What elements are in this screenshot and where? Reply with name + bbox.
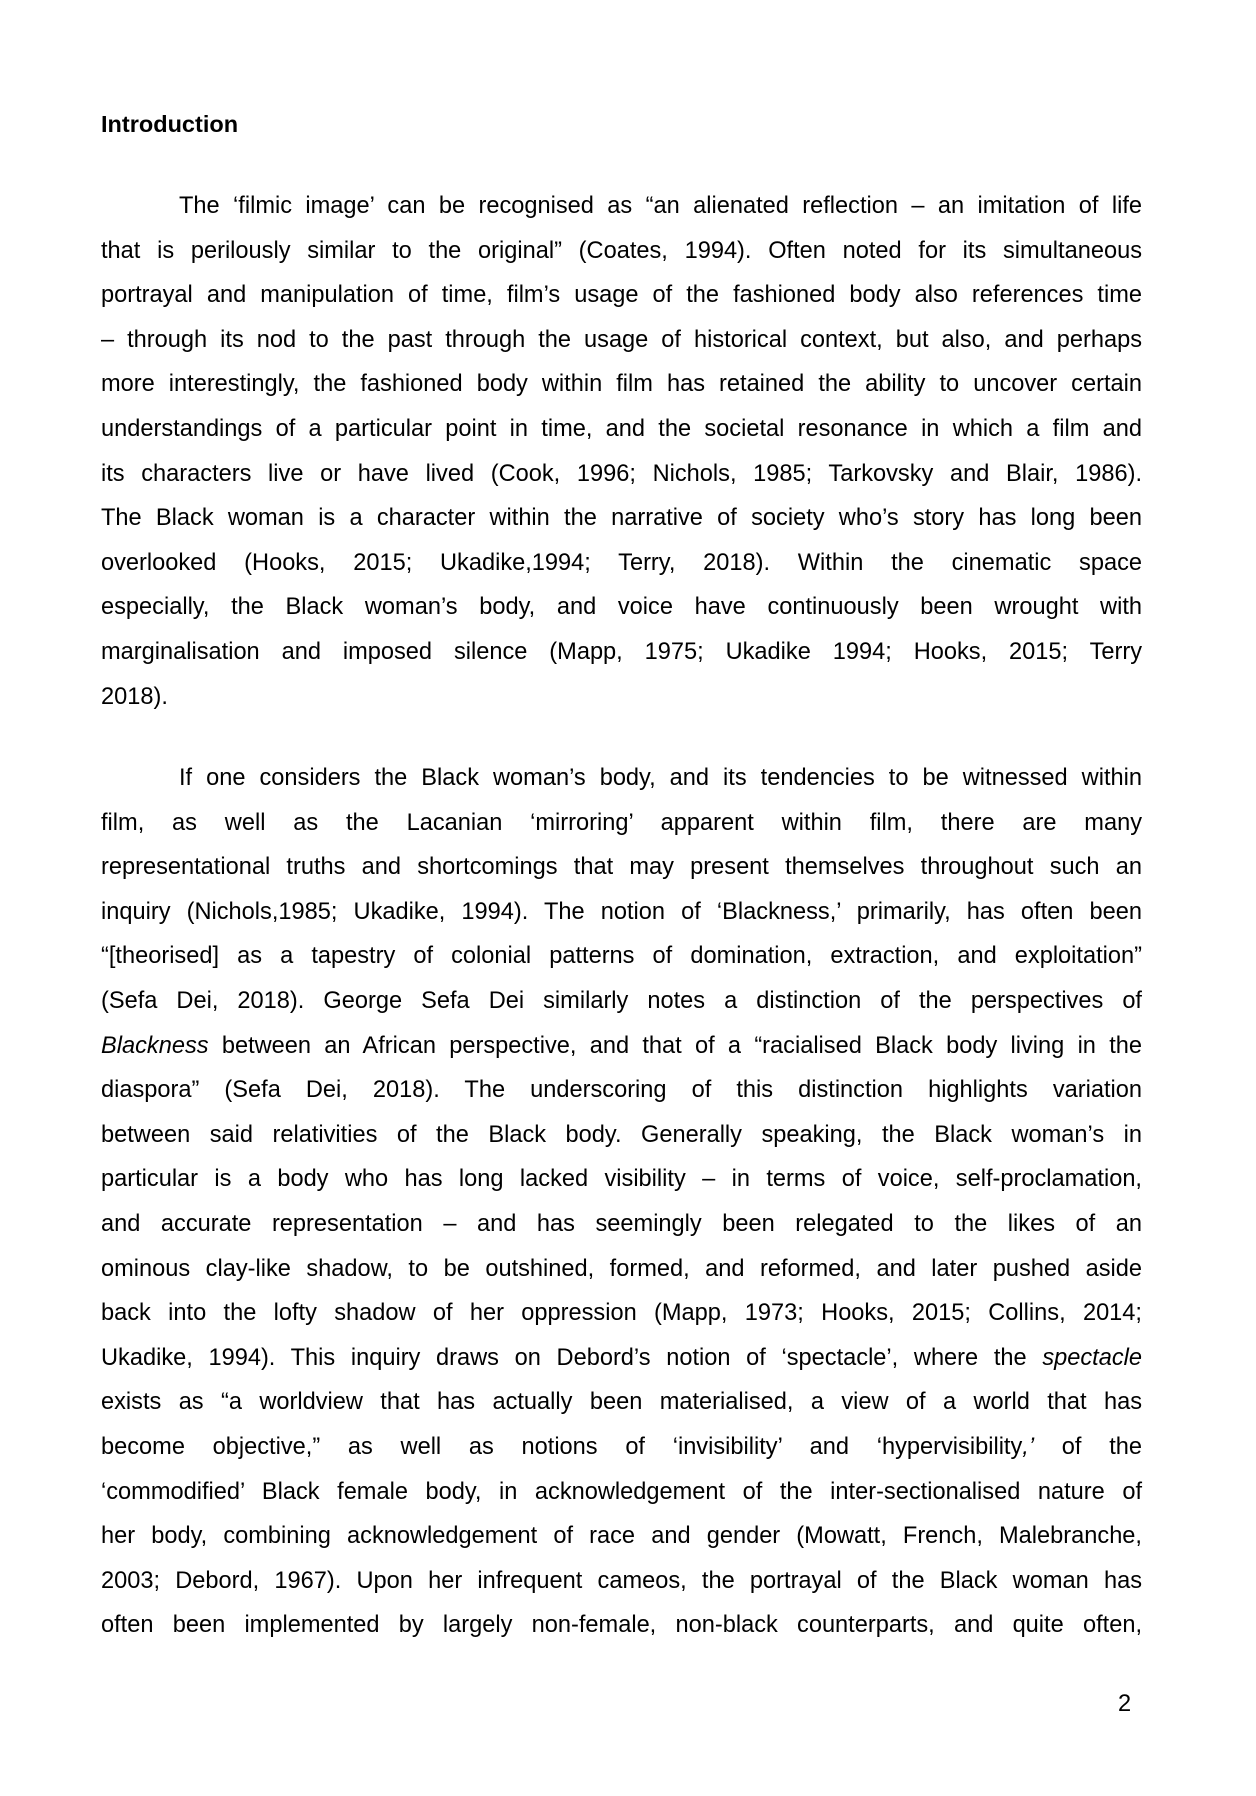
text-line: 2018).: [101, 683, 168, 710]
text-line: back into the lofty shadow of her oppression (Mapp, 1973; Hooks, 2015; Collins, 2014;: [101, 1300, 1142, 1327]
text-line: portrayal and manipulation of time, film’s usage of the fashioned body also references time: [101, 282, 1142, 309]
text-line: Blackness between an African perspective, and that of a “racialised Black body living in the: [101, 1032, 1142, 1059]
text-line: that is perilously similar to the original” (Coates, 1994). Often noted for its simultaneous: [101, 237, 1142, 264]
section-heading: Introduction: [101, 111, 239, 137]
text-line: Ukadike, 1994). This inquiry draws on Debord’s notion of ‘spectacle’, where the spectacle: [101, 1344, 1142, 1371]
text-line: inquiry (Nichols,1985; Ukadike, 1994). The notion of ‘Blackness,’ primarily, has often been: [101, 898, 1142, 925]
italic-term: Blackness: [101, 1032, 209, 1059]
text-line: particular is a body who has long lacked visibility – in terms of voice, self-proclamation,: [101, 1166, 1142, 1193]
text-line: ‘commodified’ Black female body, in acknowledgement of the inter-sectionalised nature of: [101, 1478, 1142, 1505]
text-line: exists as “a worldview that has actually been materialised, a view of a world that has: [101, 1389, 1142, 1416]
text-line: representational truths and shortcomings that may present themselves throughout such an: [101, 854, 1142, 881]
text-line: more interestingly, the fashioned body within film has retained the ability to uncover certain: [101, 371, 1142, 398]
text-line: understandings of a particular point in time, and the societal resonance in which a film and: [101, 415, 1142, 442]
text-line: The Black woman is a character within the narrative of society who’s story has long been: [101, 505, 1142, 532]
text-line: her body, combining acknowledgement of race and gender (Mowatt, French, Malebranche,: [101, 1523, 1142, 1550]
text-line: “[theorised] as a tapestry of colonial patterns of domination, extraction, and exploitation”: [101, 943, 1142, 970]
text-line: film, as well as the Lacanian ‘mirroring’ apparent within film, there are many: [101, 809, 1142, 836]
italic-term: spectacle: [1042, 1344, 1142, 1371]
text-line: The ‘filmic image’ can be recognised as “an alienated reflection – an imitation of life: [179, 193, 1142, 219]
text-line: (Sefa Dei, 2018). George Sefa Dei similarly notes a distinction of the perspectives of: [101, 987, 1142, 1014]
text-line: overlooked (Hooks, 2015; Ukadike,1994; Terry, 2018). Within the cinematic space: [101, 549, 1142, 576]
text-line: between said relativities of the Black body. Generally speaking, the Black woman’s in: [101, 1121, 1142, 1148]
italic-punctuation: ,’: [1022, 1433, 1035, 1460]
text-line: often been implemented by largely non-female, non-black counterparts, and quite often,: [101, 1612, 1142, 1639]
text-line: ominous clay-like shadow, to be outshined, formed, and reformed, and later pushed aside: [101, 1255, 1142, 1282]
text-line: and accurate representation – and has seemingly been relegated to the likes of an: [101, 1210, 1142, 1237]
text-line: especially, the Black woman’s body, and voice have continuously been wrought with: [101, 594, 1142, 621]
text-line: marginalisation and imposed silence (Mapp, 1975; Ukadike 1994; Hooks, 2015; Terry: [101, 638, 1142, 665]
page-number: 2: [1118, 1691, 1132, 1717]
text-line: its characters live or have lived (Cook, 1996; Nichols, 1985; Tarkovsky and Blair, 1986).: [101, 460, 1142, 487]
text-line: If one considers the Black woman’s body, and its tendencies to be witnessed within: [179, 765, 1142, 791]
paragraph-2: [101, 756, 1142, 1648]
text-line: 2003; Debord, 1967). Upon her infrequent cameos, the portrayal of the Black woman has: [101, 1567, 1142, 1594]
paragraph-1: [101, 184, 1142, 719]
text-line: become objective,” as well as notions of ‘invisibility’ and ‘hypervisibility,’ of the: [101, 1433, 1142, 1460]
text-line: diaspora” (Sefa Dei, 2018). The underscoring of this distinction highlights variation: [101, 1077, 1142, 1104]
text-line: – through its nod to the past through the usage of historical context, but also, and perhaps: [101, 326, 1142, 353]
